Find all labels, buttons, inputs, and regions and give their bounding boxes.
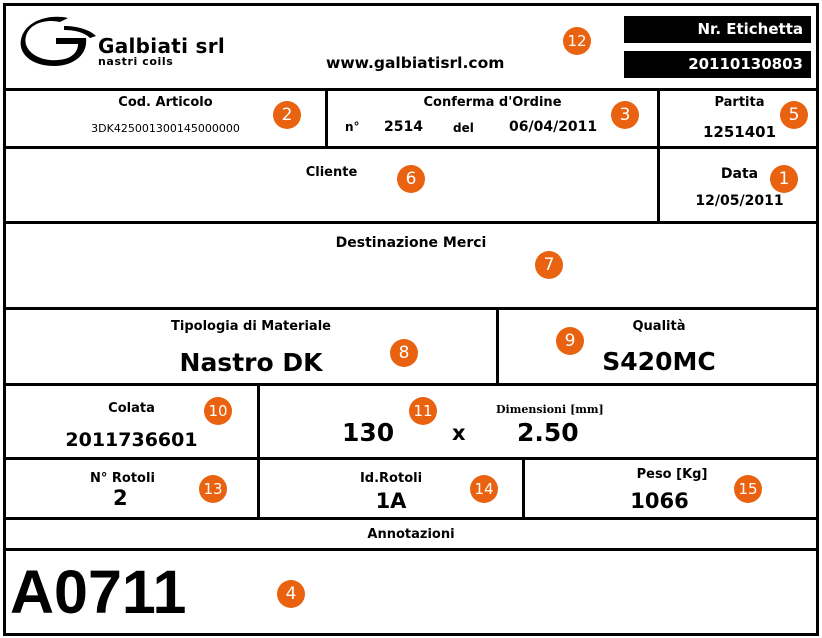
rotoli-caption: N° Rotoli (90, 471, 155, 486)
badge-14: 14 (470, 475, 498, 503)
badge-3: 3 (611, 101, 639, 129)
badge-7: 7 (535, 251, 563, 279)
peso-caption: Peso [Kg] (636, 467, 708, 482)
badge-5: 5 (780, 101, 808, 129)
order-del-label: del (453, 121, 474, 135)
website: www.galbiatisrl.com (326, 54, 505, 72)
rotoli-value: 2 (113, 486, 128, 510)
divider (3, 221, 819, 224)
divider (3, 88, 819, 91)
badge-13: 13 (199, 475, 227, 503)
order-n-label: n° (345, 120, 360, 134)
destinazione-caption: Destinazione Merci (335, 235, 487, 251)
cod-articolo-value: 3DK425001300145000000 (91, 122, 240, 135)
badge-15: 15 (734, 475, 762, 503)
annotazioni-value: A0711 (10, 558, 187, 626)
divider (3, 517, 819, 520)
badge-1: 1 (770, 165, 798, 193)
badge-8: 8 (390, 339, 418, 367)
tipologia-caption: Tipologia di Materiale (171, 319, 331, 334)
colata-caption: Colata (108, 401, 155, 416)
peso-value: 1066 (630, 489, 689, 513)
label-number-value: 20110130803 (624, 51, 811, 78)
divider (3, 307, 819, 310)
data-caption: Data (720, 166, 759, 182)
partita-caption: Partita (714, 95, 765, 110)
id-rotoli-caption: Id.Rotoli (359, 471, 423, 486)
cod-articolo-caption: Cod. Articolo (118, 95, 213, 110)
id-rotoli-value: 1A (375, 489, 407, 513)
annotazioni-caption: Annotazioni (367, 527, 455, 542)
company-logo (20, 16, 98, 66)
dimensioni-caption: Dimensioni [mm] (496, 403, 604, 416)
divider (3, 457, 819, 460)
galbiati-logo-icon (20, 16, 98, 66)
dimension-times: x (452, 421, 466, 445)
badge-6: 6 (397, 165, 425, 193)
divider (3, 146, 819, 149)
order-date: 06/04/2011 (509, 119, 598, 135)
company-tagline: nastri coils (98, 55, 174, 68)
cliente-caption: Cliente (305, 165, 358, 180)
tipologia-value: Nastro DK (179, 348, 323, 377)
badge-11: 11 (409, 397, 437, 425)
badge-4: 4 (277, 580, 305, 608)
qualita-value: S420MC (602, 347, 716, 376)
qualita-caption: Qualità (632, 319, 686, 334)
badge-12: 12 (563, 27, 591, 55)
company-name: Galbiati srl (98, 34, 226, 58)
badge-10: 10 (204, 397, 232, 425)
dimension-width: 130 (342, 418, 395, 447)
dimension-thickness: 2.50 (517, 418, 579, 447)
divider (3, 383, 819, 386)
order-confirmation-caption: Conferma d'Ordine (423, 95, 562, 110)
colata-value: 2011736601 (65, 429, 198, 451)
badge-9: 9 (556, 327, 584, 355)
divider (3, 548, 819, 551)
partita-value: 1251401 (702, 123, 777, 141)
label-number-caption: Nr. Etichetta (624, 16, 811, 43)
order-number: 2514 (384, 119, 423, 135)
badge-2: 2 (273, 101, 301, 129)
data-value: 12/05/2011 (695, 193, 784, 209)
